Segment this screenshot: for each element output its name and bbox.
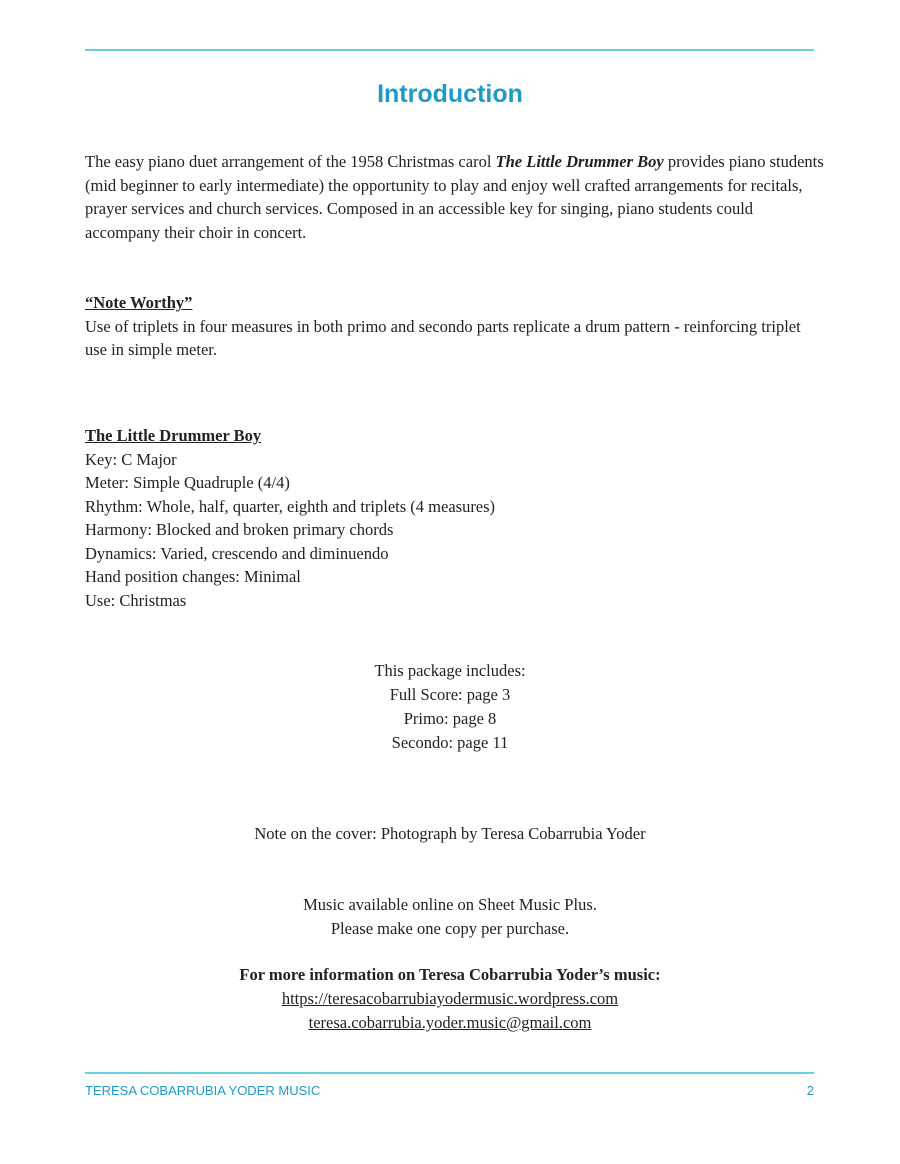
bottom-rule (85, 1072, 814, 1074)
availability-line: Please make one copy per purchase. (330, 919, 570, 938)
website-link[interactable]: https://teresacobarrubiayodermusic.wordpress.com (281, 989, 619, 1008)
detail-harmony: Harmony: Blocked and broken primary chords (85, 520, 394, 539)
song-details-section (85, 424, 825, 612)
footer-brand: TERESA COBARRUBIA YODER MUSIC (85, 1083, 321, 1098)
intro-text-start: The easy piano duet arrangement of the 1958 Christmas carol (85, 152, 496, 171)
intro-paragraph (85, 150, 825, 244)
note-worthy-heading: “Note Worthy” (85, 293, 193, 312)
detail-use: Use: Christmas (85, 590, 187, 610)
package-heading: This package includes: (374, 661, 526, 680)
detail-dynamics: Dynamics: Varied, crescendo and diminuendo (85, 543, 389, 563)
availability-note (0, 893, 900, 941)
package-item: Primo: page 8 (403, 709, 497, 728)
package-item: Full Score: page 3 (389, 685, 511, 704)
package-contents (0, 659, 900, 755)
intro-song-title: The Little Drummer Boy (495, 152, 664, 171)
package-item: Secondo: page 11 (391, 733, 509, 752)
note-worthy-section (85, 291, 825, 362)
more-info-heading: For more information on Teresa Cobarrubia Yoder’s music: (239, 965, 661, 984)
more-info (0, 963, 900, 1035)
detail-key: Key: C Major (85, 449, 177, 469)
detail-hand-position: Hand position changes: Minimal (85, 567, 301, 586)
top-rule (85, 49, 814, 51)
intro-text-end: provides piano students (mid beginner to early intermediate) the opportunity to play and enjoy well crafted arrangements for recitals, prayer services and church services. Composed in an accessible key for singing, piano students could accompany their choir in concert. (85, 152, 824, 242)
cover-note: Note on the cover: Photograph by Teresa Cobarrubia Yoder (254, 824, 646, 843)
detail-rhythm: Rhythm: Whole, half, quarter, eighth and triplets (4 measures) (85, 496, 496, 516)
detail-meter: Meter: Simple Quadruple (4/4) (85, 473, 290, 492)
song-details-heading: The Little Drummer Boy (85, 426, 262, 445)
email-link[interactable]: teresa.cobarrubia.yoder.music@gmail.com (308, 1013, 592, 1032)
page-number: 2 (806, 1083, 814, 1098)
availability-line: Music available online on Sheet Music Plus. (303, 895, 597, 914)
note-worthy-text: Use of triplets in four measures in both primo and secondo parts replicate a drum pattern - reinforcing triplet use in simple meter. (85, 316, 801, 359)
page-title: Introduction (377, 80, 523, 108)
